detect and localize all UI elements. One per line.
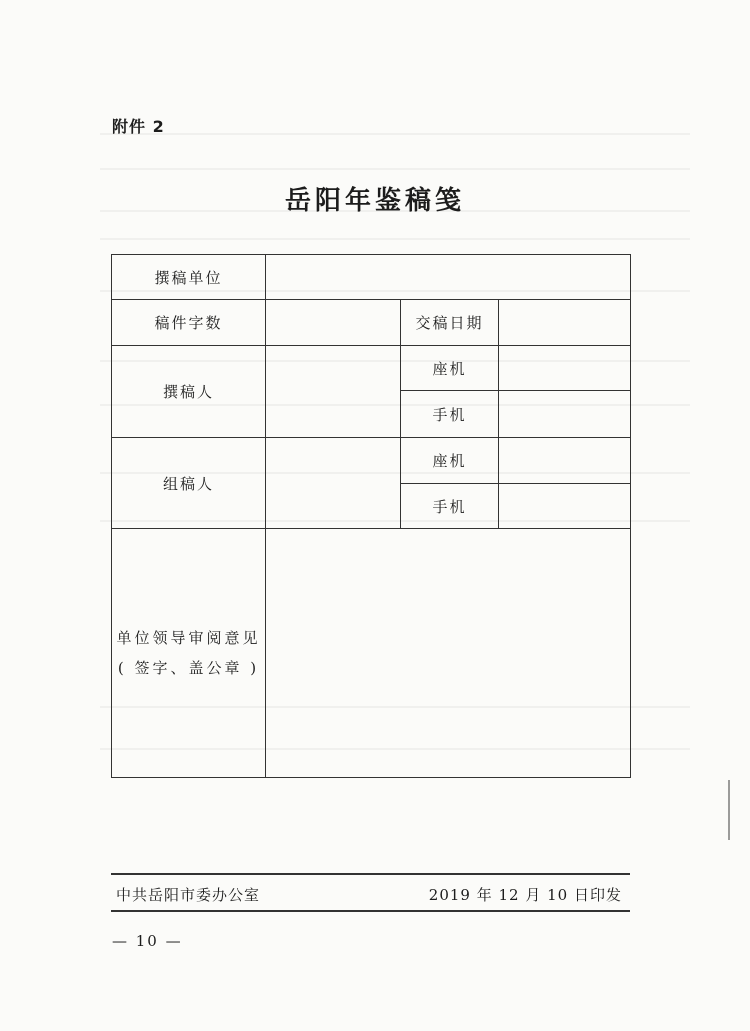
word-count-field[interactable] [266,300,401,346]
footer-bottom-rule [111,910,630,912]
bleed-through-line [100,238,690,240]
word-count-label: 稿件字数 [112,300,266,346]
form-row-review [112,529,631,778]
unit-field[interactable] [266,255,631,300]
issuer-name: 中共岳阳市委办公室 [116,886,261,904]
organizer-label: 组稿人 [112,438,266,529]
form-row-author-landline [112,346,631,391]
footer-top-rule [111,873,630,875]
form-row-word-count [112,300,631,346]
scan-edge-mark [728,780,730,840]
author-landline-label: 座机 [401,346,499,391]
issue-date: 2019 年 12 月 10 日印发 [428,886,622,904]
form-row-organizer-landline [112,438,631,484]
review-label: 单位领导审阅意见( 签字、盖公章 ) [112,529,266,778]
organizer-mobile-label: 手机 [401,484,499,529]
form-row-unit [112,255,631,300]
review-field[interactable] [266,529,631,778]
page-title: 岳阳年鉴稿笺 [284,186,465,216]
author-landline-field[interactable] [499,346,631,391]
organizer-landline-field[interactable] [499,438,631,484]
author-mobile-field[interactable] [499,391,631,438]
organizer-name-field[interactable] [266,438,401,529]
bleed-through-line [100,168,690,170]
attachment-label: 附件 2 [112,117,165,136]
manuscript-form [111,254,631,778]
bleed-through-line [100,133,690,135]
organizer-landline-label: 座机 [401,438,499,484]
submit-date-field[interactable] [499,300,631,346]
author-label: 撰稿人 [112,346,266,438]
page-number: — 10 — [112,932,183,950]
submit-date-label: 交稿日期 [401,300,499,346]
author-name-field[interactable] [266,346,401,438]
organizer-mobile-field[interactable] [499,484,631,529]
author-mobile-label: 手机 [401,391,499,438]
unit-label: 撰稿单位 [112,255,266,300]
